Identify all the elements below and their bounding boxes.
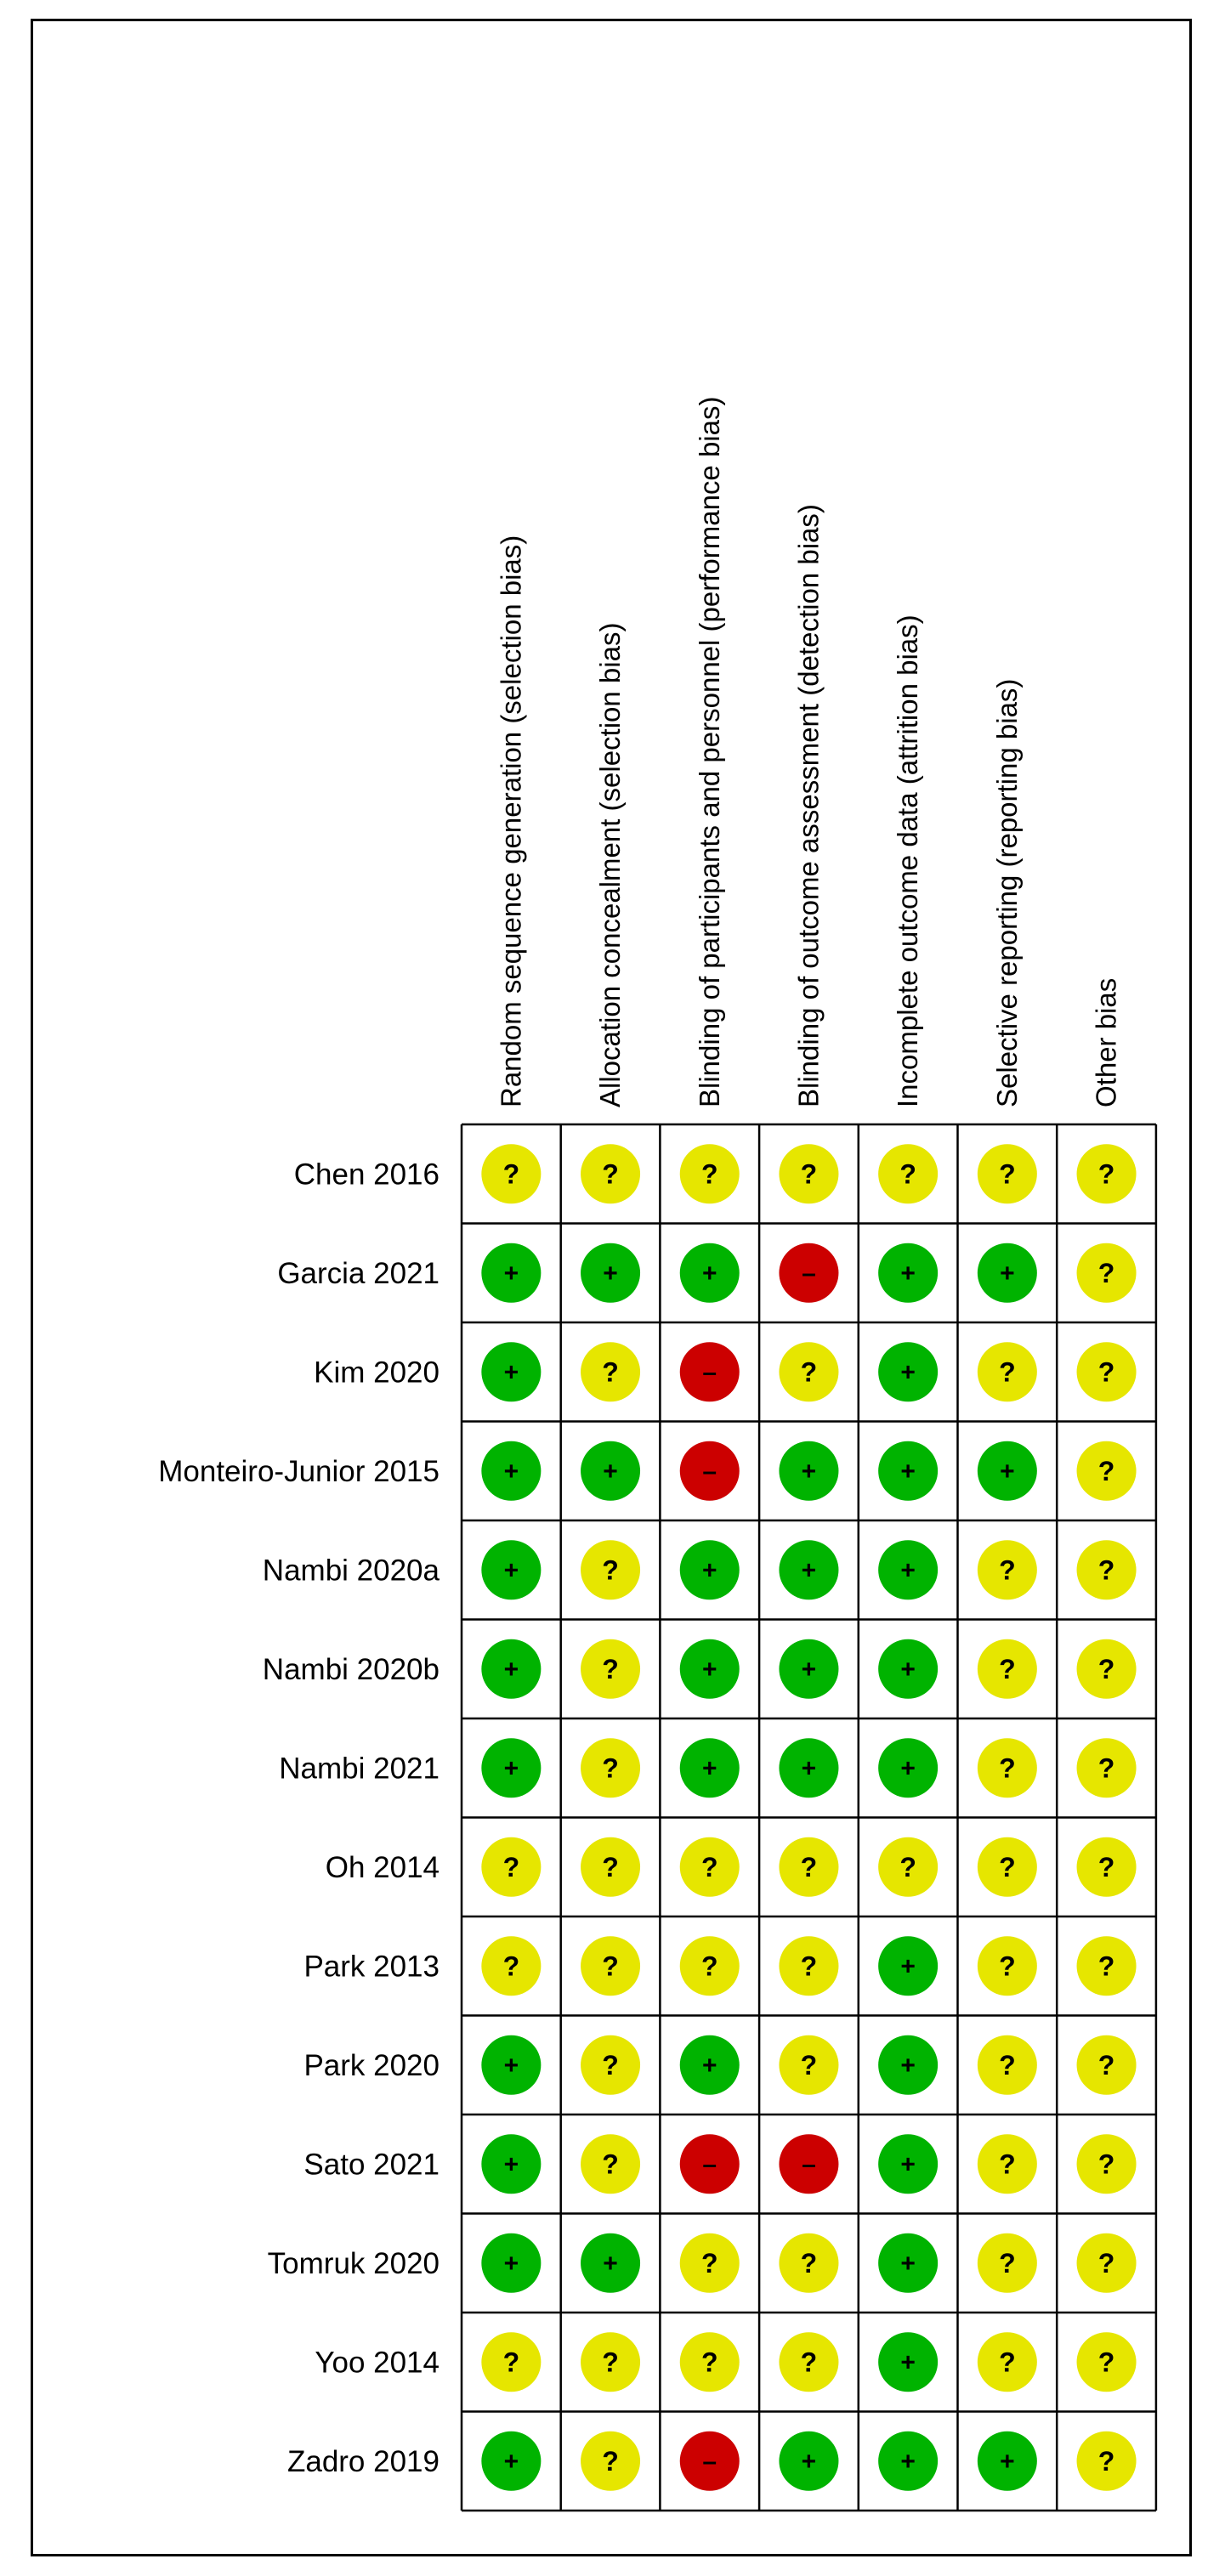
row-label: Monteiro-Junior 2015 <box>158 1454 440 1488</box>
risk-low-glyph: + <box>801 2447 817 2476</box>
risk-unclear-glyph: ? <box>800 1356 818 1388</box>
risk-unclear-glyph: ? <box>502 1158 520 1190</box>
row-label: Nambi 2021 <box>279 1752 440 1786</box>
risk-of-bias-chart <box>33 21 1189 2554</box>
risk-low-glyph: + <box>503 1457 519 1486</box>
risk-low-glyph: + <box>801 1556 817 1585</box>
risk-low-glyph: + <box>900 2051 916 2080</box>
risk-unclear-glyph: ? <box>800 1158 818 1190</box>
risk-low-glyph: + <box>1000 1259 1015 1288</box>
risk-unclear-glyph: ? <box>602 2049 619 2081</box>
risk-low-glyph: + <box>503 2249 519 2278</box>
risk-low-glyph: + <box>503 1259 519 1288</box>
risk-high-glyph: – <box>702 2447 717 2476</box>
risk-low-glyph: + <box>900 2150 916 2179</box>
risk-unclear-glyph: ? <box>999 1554 1016 1586</box>
risk-high-glyph: – <box>802 2150 816 2179</box>
risk-unclear-glyph: ? <box>999 2347 1016 2378</box>
risk-unclear-glyph: ? <box>602 1653 619 1684</box>
risk-low-glyph: + <box>503 1754 519 1783</box>
risk-unclear-glyph: ? <box>899 1851 916 1882</box>
risk-unclear-glyph: ? <box>999 2149 1016 2180</box>
risk-unclear-glyph: ? <box>1097 1257 1115 1288</box>
risk-unclear-glyph: ? <box>1097 1653 1115 1684</box>
risk-low-glyph: + <box>801 1754 817 1783</box>
risk-unclear-glyph: ? <box>700 1158 718 1190</box>
risk-low-glyph: + <box>701 1259 717 1288</box>
risk-unclear-glyph: ? <box>1097 1455 1115 1486</box>
column-header: Selective reporting (reporting bias) <box>990 678 1023 1107</box>
risk-low-glyph: + <box>900 1358 916 1387</box>
risk-unclear-glyph: ? <box>602 1950 619 1982</box>
risk-low-glyph: + <box>900 1952 916 1981</box>
risk-unclear-glyph: ? <box>602 1752 619 1784</box>
row-label: Nambi 2020a <box>262 1554 440 1588</box>
risk-unclear-glyph: ? <box>700 1851 718 1882</box>
figure-frame <box>31 19 1192 2556</box>
risk-unclear-glyph: ? <box>602 1851 619 1882</box>
row-label: Park 2013 <box>303 1950 440 1984</box>
column-header: Blinding of participants and personnel (performance bias) <box>693 396 725 1107</box>
risk-low-glyph: + <box>701 1556 717 1585</box>
risk-low-glyph: + <box>900 1457 916 1486</box>
risk-unclear-glyph: ? <box>1097 2149 1115 2180</box>
row-label: Nambi 2020b <box>262 1652 440 1686</box>
risk-low-glyph: + <box>900 2249 916 2278</box>
risk-unclear-glyph: ? <box>800 1851 818 1882</box>
row-label: Chen 2016 <box>293 1158 440 1192</box>
row-label: Tomruk 2020 <box>267 2246 440 2280</box>
column-header: Allocation concealment (selection bias) <box>594 622 627 1107</box>
risk-unclear-glyph: ? <box>700 1950 718 1982</box>
risk-unclear-glyph: ? <box>502 2347 520 2378</box>
risk-unclear-glyph: ? <box>800 2347 818 2378</box>
risk-low-glyph: + <box>701 2051 717 2080</box>
risk-unclear-glyph: ? <box>1097 2247 1115 2279</box>
row-label: Kim 2020 <box>314 1356 440 1390</box>
risk-unclear-glyph: ? <box>602 2445 619 2477</box>
risk-unclear-glyph: ? <box>1097 1356 1115 1388</box>
row-label: Park 2020 <box>303 2048 440 2082</box>
risk-low-glyph: + <box>1000 1457 1015 1486</box>
risk-unclear-glyph: ? <box>1097 1752 1115 1784</box>
risk-high-glyph: – <box>702 1457 717 1486</box>
risk-unclear-glyph: ? <box>602 1158 619 1190</box>
risk-low-glyph: + <box>503 1655 519 1684</box>
risk-unclear-glyph: ? <box>999 1158 1016 1190</box>
risk-low-glyph: + <box>1000 2447 1015 2476</box>
risk-unclear-glyph: ? <box>800 1950 818 1982</box>
risk-unclear-glyph: ? <box>800 2247 818 2279</box>
risk-unclear-glyph: ? <box>700 2347 718 2378</box>
risk-low-glyph: + <box>900 1655 916 1684</box>
row-label: Yoo 2014 <box>315 2346 440 2380</box>
risk-unclear-glyph: ? <box>1097 1158 1115 1190</box>
risk-unclear-glyph: ? <box>502 1851 520 1882</box>
risk-low-glyph: + <box>603 1259 618 1288</box>
risk-unclear-glyph: ? <box>899 1158 916 1190</box>
risk-unclear-glyph: ? <box>800 2049 818 2081</box>
risk-unclear-glyph: ? <box>602 2149 619 2180</box>
risk-unclear-glyph: ? <box>1097 1851 1115 1882</box>
risk-unclear-glyph: ? <box>1097 1950 1115 1982</box>
column-header: Random sequence generation (selection bias) <box>495 535 527 1107</box>
risk-unclear-glyph: ? <box>999 1752 1016 1784</box>
risk-unclear-glyph: ? <box>602 1554 619 1586</box>
risk-low-glyph: + <box>603 1457 618 1486</box>
risk-low-glyph: + <box>503 2051 519 2080</box>
risk-unclear-glyph: ? <box>999 2247 1016 2279</box>
column-header: Blinding of outcome assessment (detection bias) <box>792 504 825 1107</box>
risk-unclear-glyph: ? <box>700 2247 718 2279</box>
risk-high-glyph: – <box>702 1358 717 1387</box>
column-header: Incomplete outcome data (attrition bias) <box>892 614 924 1107</box>
risk-unclear-glyph: ? <box>1097 2049 1115 2081</box>
risk-low-glyph: + <box>900 2348 916 2377</box>
risk-high-glyph: – <box>702 2150 717 2179</box>
risk-high-glyph: – <box>802 1259 816 1288</box>
risk-low-glyph: + <box>801 1655 817 1684</box>
risk-unclear-glyph: ? <box>602 2347 619 2378</box>
risk-unclear-glyph: ? <box>1097 2347 1115 2378</box>
risk-low-glyph: + <box>900 2447 916 2476</box>
risk-unclear-glyph: ? <box>1097 2445 1115 2477</box>
risk-unclear-glyph: ? <box>602 1356 619 1388</box>
risk-unclear-glyph: ? <box>999 1851 1016 1882</box>
risk-unclear-glyph: ? <box>999 1950 1016 1982</box>
risk-unclear-glyph: ? <box>999 1356 1016 1388</box>
row-label: Garcia 2021 <box>277 1256 440 1290</box>
risk-low-glyph: + <box>603 2249 618 2278</box>
risk-unclear-glyph: ? <box>999 1653 1016 1684</box>
risk-unclear-glyph: ? <box>1097 1554 1115 1586</box>
risk-low-glyph: + <box>503 1358 519 1387</box>
risk-low-glyph: + <box>900 1259 916 1288</box>
risk-unclear-glyph: ? <box>502 1950 520 1982</box>
risk-low-glyph: + <box>900 1754 916 1783</box>
risk-unclear-glyph: ? <box>999 2049 1016 2081</box>
risk-low-glyph: + <box>503 2150 519 2179</box>
row-label: Zadro 2019 <box>286 2444 440 2478</box>
risk-low-glyph: + <box>503 2447 519 2476</box>
row-label: Sato 2021 <box>303 2148 440 2182</box>
risk-low-glyph: + <box>503 1556 519 1585</box>
risk-low-glyph: + <box>900 1556 916 1585</box>
risk-low-glyph: + <box>701 1655 717 1684</box>
risk-low-glyph: + <box>801 1457 817 1486</box>
row-label: Oh 2014 <box>325 1850 440 1884</box>
column-header: Other bias <box>1090 977 1122 1107</box>
risk-low-glyph: + <box>701 1754 717 1783</box>
